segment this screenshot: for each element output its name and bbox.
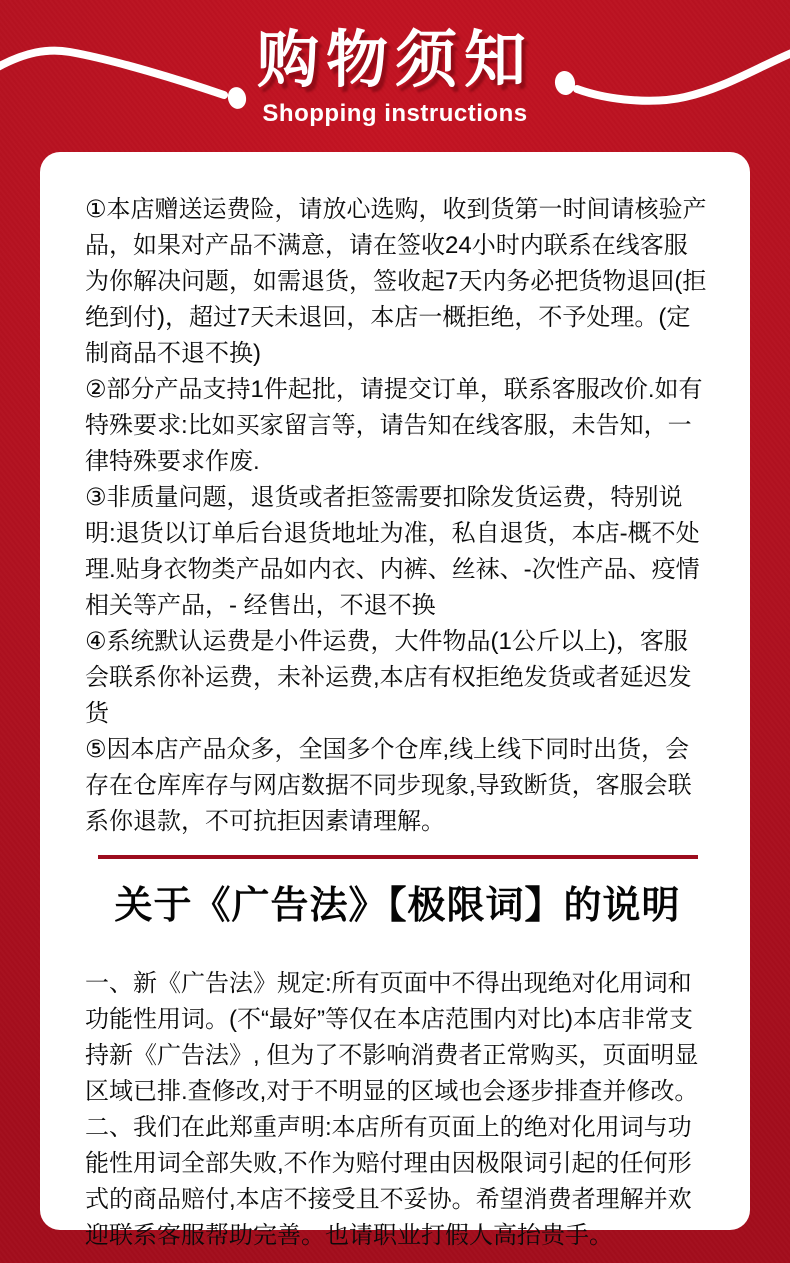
law-paragraph-1: 一、新《广告法》规定:所有页面中不得出现绝对化用词和功能性用词。(不“最好”等仅在本店范围内对比)本店非常支持新《广告法》, 但为了不影响消费者正常购买，页面明显区域已排.查修改,对于不明显的区域也会逐步排查并修改。 — [85, 970, 699, 1105]
notice-paragraph-3: ③非质量问题，退货或者拒签需要扣除发货运费，特别说明:退货以订单后台退货地址为准，私自退货，本店-概不处理.贴身衣物类产品如内衣、内裤、丝袜、-次性产品、疫情相关等产品，- 经售出，不退不换 — [85, 484, 700, 619]
section-divider — [98, 855, 698, 859]
law-statement-list — [85, 966, 710, 1254]
notice-paragraph-4: ④系统默认运费是小件运费，大件物品(1公斤以上)，客服会联系你补运费，未补运费,本店有权拒绝发货或者延迟发货 — [85, 628, 692, 727]
title-block — [0, 26, 790, 128]
page-title: 购物须知 — [256, 26, 533, 95]
page-subtitle: Shopping instructions — [262, 100, 528, 127]
notice-list — [85, 192, 710, 840]
notice-paragraph-5: ⑤因本店产品众多，全国多个仓库,线上线下同时出货，会存在仓库库存与网店数据不同步现象,导致断货，客服会联系你退款，不可抗拒因素请理解。 — [85, 736, 692, 835]
notice-paragraph-1: ①本店赠送运费险，请放心选购，收到货第一时间请核验产品，如果对产品不满意，请在签收24小时内联系在线客服为你解决问题，如需退货，签收起7天内务必把货物退回(拒绝到付)，超过7天未退回，本店一概拒绝，不予处理。(定制商品不退不换) — [85, 196, 707, 367]
header-banner — [0, 0, 790, 152]
law-paragraph-2: 二、我们在此郑重声明:本店所有页面上的绝对化用词与功能性用词全部失败,不作为赔付理由因极限词引起的任何形式的商品赔付,本店不接受且不妥协。希望消费者理解并欢迎联系客服帮助完善。也请职业打假人高抬贵手。 — [85, 1114, 692, 1249]
section-title: 关于《广告法》【极限词】的说明 — [114, 885, 681, 927]
notice-paragraph-2: ②部分产品支持1件起批，请提交订单，联系客服改价.如有特殊要求:比如买家留言等，请告知在线客服，未告知，一律特殊要求作废. — [85, 376, 703, 475]
instructions-card — [40, 152, 750, 1249]
